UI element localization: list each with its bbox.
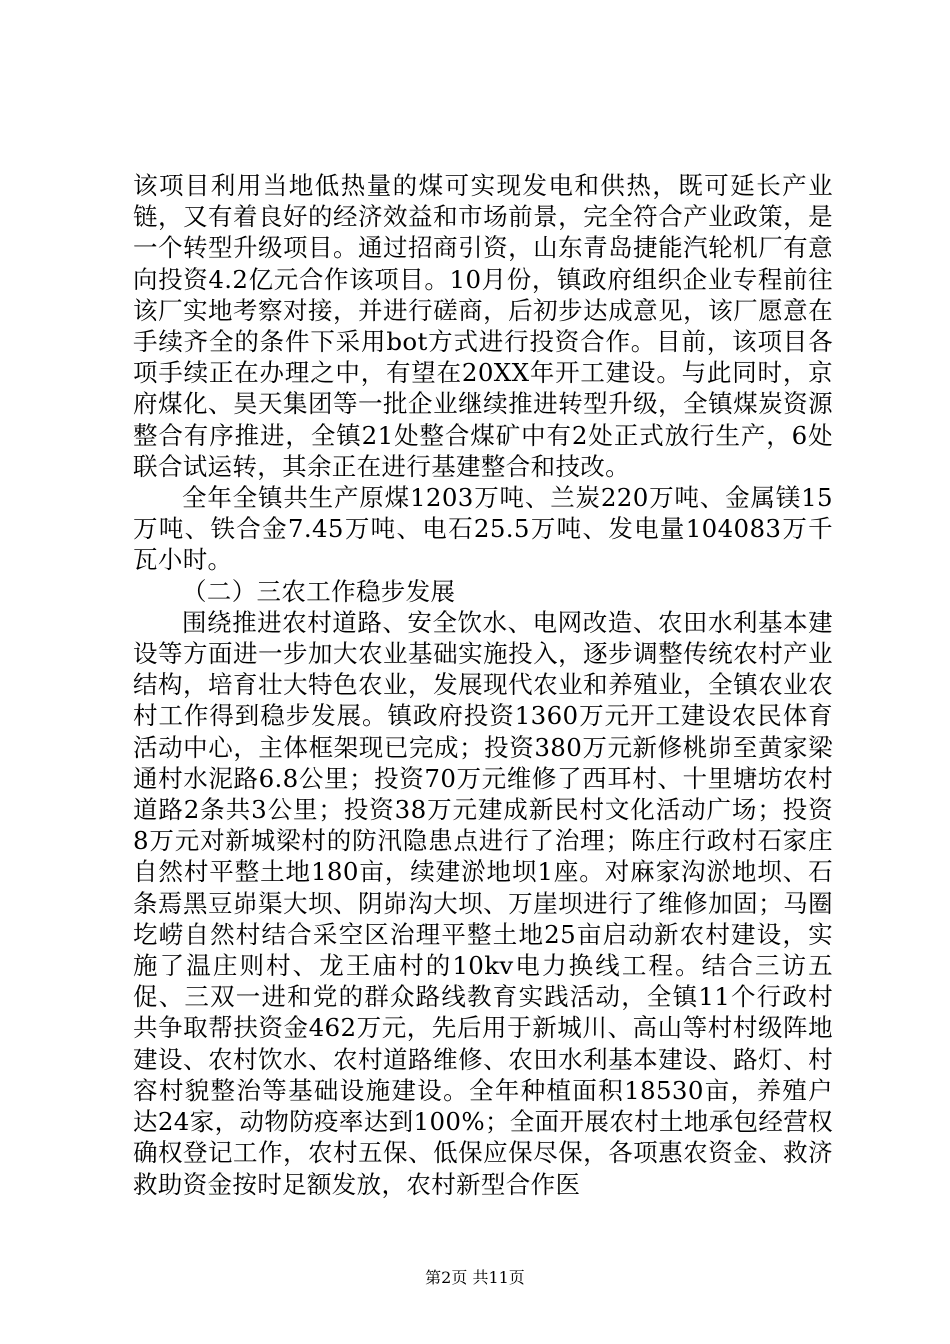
paragraph-project-intro: 该项目利用当地低热量的煤可实现发电和供热，既可延长产业链，又有着良好的经济效益和市场前景，完全符合产业政策，是一个转型升级项目。通过招商引资，山东青岛捷能汽轮机厂有意向投资4.2亿元合作该项目。10月份，镇政府组织企业专程前往该厂实地考察对接，并进行磋商，后初步达成意见，该厂愿意在手续齐全的条件下采用bot方式进行投资合作。目前，该项目各项手续正在办理之中，有望在20XX年开工建设。与此同时，京府煤化、昊天集团等一批企业继续推进转型升级，全镇煤炭资源整合有序推进，全镇21处整合煤矿中有2处正式放行生产，6处联合试运转，其余正在进行基建整合和技改。 [133, 171, 833, 481]
paragraph-annual-production: 全年全镇共生产原煤1203万吨、兰炭220万吨、金属镁15万吨、铁合金7.45万吨、电石25.5万吨、发电量104083万千瓦小时。 [133, 483, 833, 575]
page-number-footer: 第2页 共11页 [425, 1268, 525, 1287]
paragraph-rural-development: 围绕推进农村道路、安全饮水、电网改造、农田水利基本建设等方面进一步加大农业基础实施投入，逐步调整传统农村产业结构，培育壮大特色农业，发展现代农业和养殖业，全镇农业农村工作得到稳步发展。镇政府投资1360万元开工建设农民体育活动中心，主体框架现已完成；投资380万元新修桃峁至黄家梁通村水泥路6.8公里；投资70万元维修了西耳村、十里塘坊农村道路2条共3公里；投资38万元建成新民村文化活动广场；投资8万元对新城梁村的防汛隐患点进行了治理；陈庄行政村石家庄自然村平整土地180亩，续建淤地坝1座。对麻家沟淤地坝、石条焉黑豆峁渠大坝、阴峁沟大坝、万崖坝进行了维修加固；马圈圪崂自然村结合采空区治理平整土地25亩启动新农村建设，实施了温庄则村、龙王庙村的10kv电力换线工程。结合三访五促、三双一进和党的群众路线教育实践活动，全镇11个行政村共争取帮扶资金462万元，先后用于新城川、高山等村村级阵地建设、农村饮水、农村道路维修、农田水利基本建设、路灯、村容村貌整治等基础设施建设。全年种植面积18530亩，养殖户达24家，动物防疫率达到100%；全面开展农村土地承包经营权确权登记工作，农村五保、低保应保尽保，各项惠农资金、救济救助资金按时足额发放，农村新型合作医 [133, 607, 833, 1199]
section-heading-sannong: （二）三农工作稳步发展 [182, 576, 456, 606]
document-body [133, 170, 833, 1200]
